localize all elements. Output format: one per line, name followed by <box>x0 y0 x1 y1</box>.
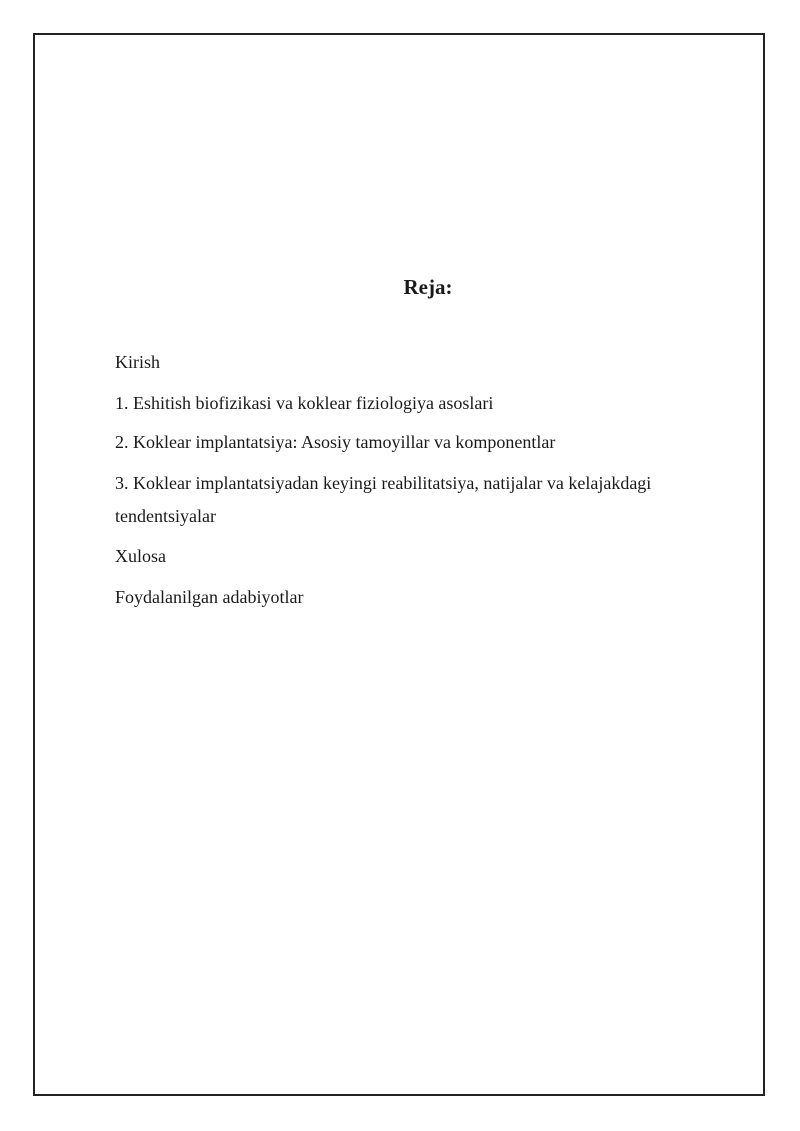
toc-item-introduction: Kirish <box>115 352 160 372</box>
toc-item-references: Foydalanilgan adabiyotlar <box>115 587 304 607</box>
toc-item-chapter-2: 2. Koklear implantatsiya: Asosiy tamoyillar va komponentlar <box>115 432 556 452</box>
page-title: Reja: <box>403 275 453 299</box>
toc-item-chapter-3: 3. Koklear implantatsiyadan keyingi reabilitatsiya, natijalar va kelajakdagi tendentsiyalar <box>115 473 652 526</box>
toc-item-conclusion: Xulosa <box>115 546 166 566</box>
toc-item-chapter-1: 1. Eshitish biofizikasi va koklear fiziologiya asoslari <box>115 393 494 413</box>
